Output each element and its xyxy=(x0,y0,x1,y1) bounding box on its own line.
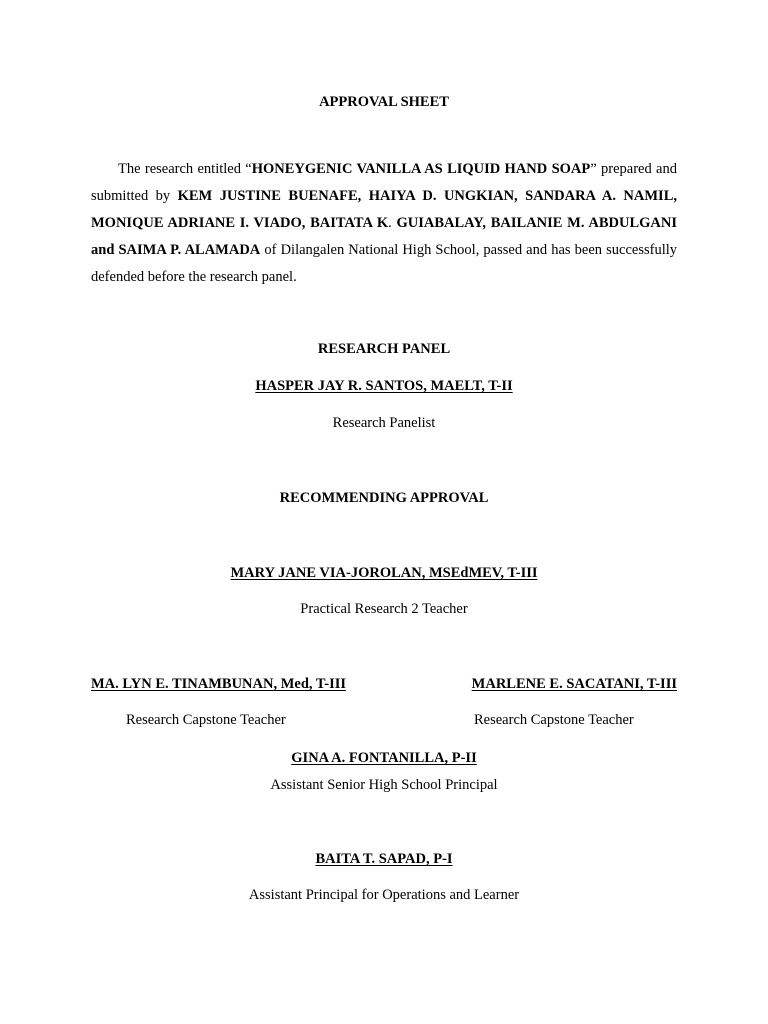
panelist-role: Research Panelist xyxy=(332,415,436,431)
capstone-left-role: Research Capstone Teacher xyxy=(126,712,286,728)
authors-part1: KEM JUSTINE BUENAFE, HAIYA D. UNGKIAN, SANDARA A. NAMIL, MONIQUE ADRIANE I. VIADO, BAITATA K xyxy=(91,188,677,231)
capstone-right-role: Research Capstone Teacher xyxy=(474,712,634,728)
assistant-shs-role: Assistant Senior High School Principal xyxy=(270,777,498,793)
paragraph-after-title: ” prepared and submitted by xyxy=(91,161,677,204)
authors-dot: . xyxy=(388,215,392,231)
paragraph-intro: The research entitled “ xyxy=(118,161,252,177)
recommending-name: MARY JANE VIA-JOROLAN, MSEdMEV, T-III xyxy=(230,565,538,581)
recommending-role: Practical Research 2 Teacher xyxy=(300,601,468,617)
capstone-right-name: MARLENE E. SACATANI, T-III xyxy=(471,676,677,692)
panelist-name: HASPER JAY R. SANTOS, MAELT, T-II xyxy=(255,378,513,394)
approval-paragraph xyxy=(91,156,677,291)
research-panel-heading: RESEARCH PANEL xyxy=(317,341,451,357)
recommending-heading: RECOMMENDING APPROVAL xyxy=(279,490,489,506)
capstone-left-name: MA. LYN E. TINAMBUNAN, Med, T-III xyxy=(91,676,346,692)
page-title: APPROVAL SHEET xyxy=(319,94,449,110)
authors-part2: GUIABALAY, BAILANIE M. ABDULGANI and SAIMA P. ALAMADA xyxy=(91,215,677,258)
paragraph-closing: of Dilangalen National High School, passed and has been successfully defended before the research panel. xyxy=(91,242,677,285)
assistant-ops-name: BAITA T. SAPAD, P-I xyxy=(315,851,453,867)
research-title: HONEYGENIC VANILLA AS LIQUID HAND SOAP xyxy=(251,161,591,177)
assistant-ops-role: Assistant Principal for Operations and Learner xyxy=(248,887,520,903)
assistant-shs-name: GINA A. FONTANILLA, P-II xyxy=(291,750,477,766)
